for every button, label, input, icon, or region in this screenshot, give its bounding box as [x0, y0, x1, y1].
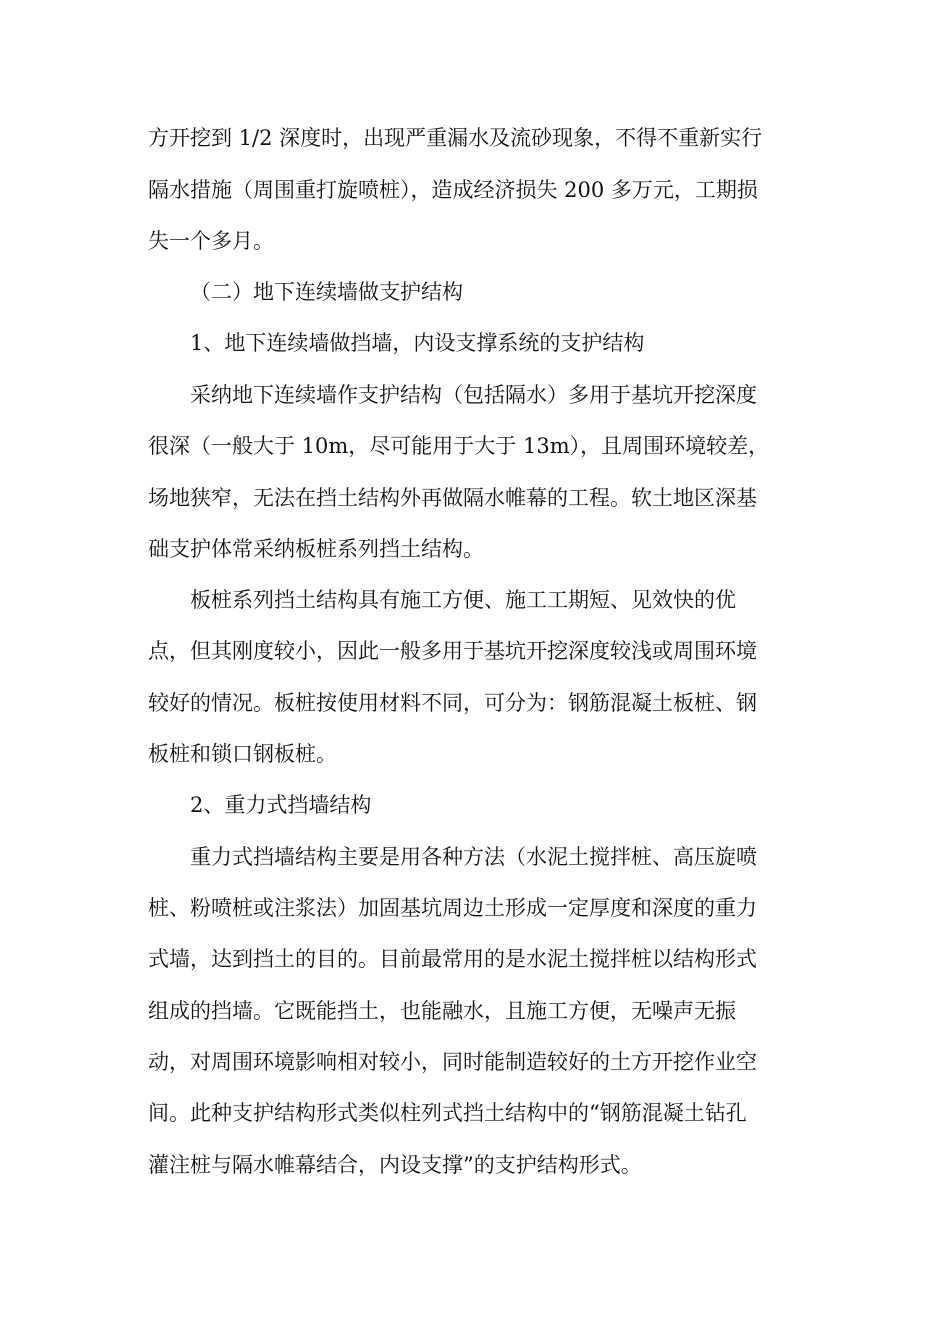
subsection-heading: 2、重力式挡墙结构: [190, 793, 372, 817]
text-line: 桩、粉喷桩或注浆法）加固基坑周边土形成一定厚度和深度的重力: [148, 896, 757, 920]
text-line: 方开挖到 1/2 深度时，出现严重漏水及流砂现象，不得不重新实行: [148, 126, 763, 150]
text-line: 础支护体常采纳板桩系列挡土结构。: [148, 537, 484, 561]
text-line: 灌注桩与隔水帷幕结合，内设支撑”的支护结构形式。: [148, 1153, 642, 1177]
text-line: 很深（一般大于 10m，尽可能用于大于 13m），且周围环境较差，: [148, 434, 770, 458]
section-heading: （二）地下连续墙做支护结构: [190, 280, 463, 304]
subsection-heading: 1、地下连续墙做挡墙，内设支撑系统的支护结构: [190, 331, 645, 355]
text-line: 板桩系列挡土结构具有施工方便、施工工期短、见效快的优: [190, 588, 736, 612]
text-line: 点，但其刚度较小，因此一般多用于基坑开挖深度较浅或周围环境: [148, 639, 757, 663]
text-line: 动，对周围环境影响相对较小，同时能制造较好的土方开挖作业空: [148, 1050, 757, 1074]
text-line: 组成的挡墙。它既能挡土，也能融水，且施工方便，无噪声无振: [148, 999, 736, 1023]
text-line: 隔水措施（周围重打旋喷桩），造成经济损失 200 多万元，工期损: [148, 178, 758, 202]
text-line: 失一个多月。: [148, 229, 274, 253]
text-line: 式墙，达到挡土的目的。目前最常用的是水泥土搅拌桩以结构形式: [148, 947, 757, 971]
text-line: 较好的情况。板桩按使用材料不同，可分为：钢筋混凝土板桩、钢: [148, 691, 757, 715]
text-line: 采纳地下连续墙作支护结构（包括隔水）多用于基坑开挖深度: [190, 383, 757, 407]
text-line: 场地狭窄，无法在挡土结构外再做隔水帷幕的工程。软土地区深基: [148, 486, 757, 510]
text-line: 间。此种支护结构形式类似柱列式挡土结构中的“钢筋混凝土钻孔: [148, 1101, 747, 1125]
text-line: 板桩和锁口钢板桩。: [148, 742, 337, 766]
text-line: 重力式挡墙结构主要是用各种方法（水泥土搅拌桩、高压旋喷: [190, 845, 757, 869]
